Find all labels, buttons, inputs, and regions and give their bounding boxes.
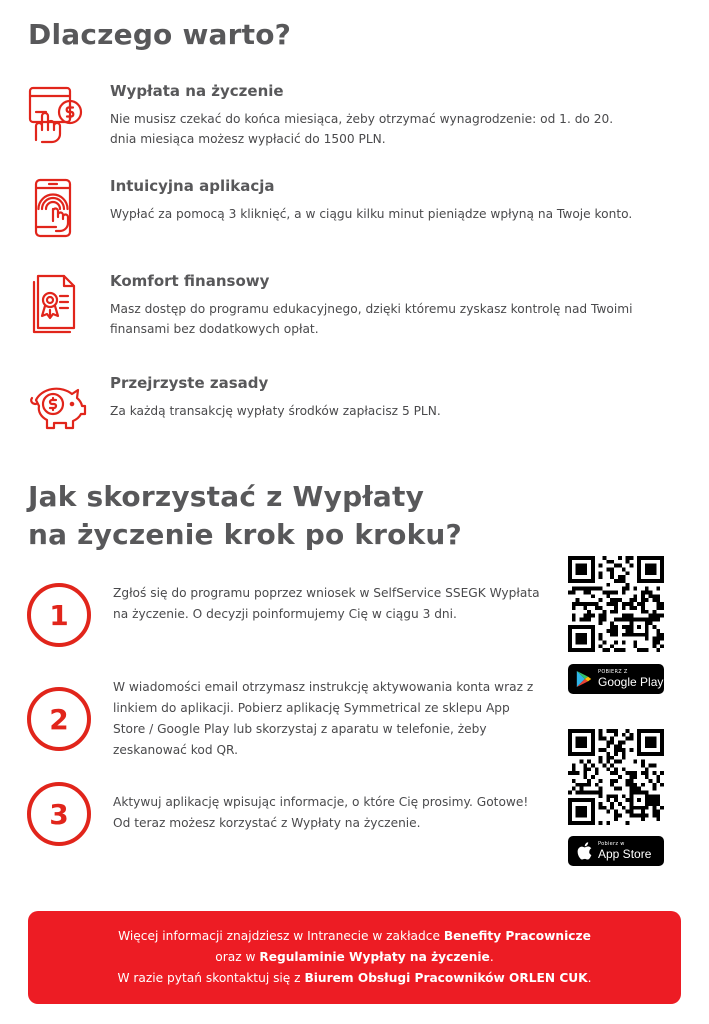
badge-store-name: App Store bbox=[598, 847, 652, 861]
benefit-title: Wypłata na życzenie bbox=[110, 82, 284, 100]
section-title-line: na życzenie krok po kroku? bbox=[28, 518, 463, 551]
footer-line bbox=[28, 968, 681, 989]
hand-payment-icon bbox=[26, 82, 88, 144]
badge-store-name: Google Play bbox=[598, 675, 664, 689]
piggy-bank-icon bbox=[26, 374, 88, 436]
step-number: 3 bbox=[27, 782, 91, 846]
phone-tap-icon bbox=[26, 177, 88, 239]
footer-line bbox=[28, 947, 681, 968]
badge-small-text: POBIERZ Z bbox=[598, 669, 628, 675]
benefit-item bbox=[26, 272, 666, 352]
app-store-badge[interactable] bbox=[568, 836, 664, 866]
google-play-icon bbox=[575, 670, 593, 688]
step-number: 1 bbox=[27, 583, 91, 647]
benefit-description: Masz dostęp do programu edukacyjnego, dzięki któremu zyskasz kontrolę nad Twoimi finansami bez dodatkowych opłat. bbox=[110, 302, 633, 336]
step-description: Zgłoś się do programu poprzez wniosek w SelfService SSEGK Wypłata na życzenie. O decyzji poinformujemy Cię w ciągu 3 dni. bbox=[113, 586, 540, 621]
step-description: W wiadomości email otrzymasz instrukcję aktywowania konta wraz z linkiem do aplikacji. Pobierz aplikację Symmetrical ze sklepu App Store / Google Play lub skorzystaj z aparatu w telefonie, żeby zeskanować kod QR. bbox=[113, 680, 534, 757]
benefit-description: Za każdą transakcję wypłaty środków zapłacisz 5 PLN. bbox=[110, 404, 441, 418]
section-title-how bbox=[28, 478, 462, 554]
section-title-why: Dlaczego warto? bbox=[28, 18, 292, 51]
benefit-title: Przejrzyste zasady bbox=[110, 374, 269, 392]
qr-code-app-store bbox=[568, 729, 664, 825]
benefit-description: Wypłać za pomocą 3 kliknięć, a w ciągu kilku minut pieniądze wpłyną na Twoje konto. bbox=[110, 207, 633, 221]
section-title-line: Jak skorzystać z Wypłaty bbox=[28, 480, 425, 513]
step-description: Aktywuj aplikację wpisując informacje, o które Cię prosimy. Gotowe! Od teraz możesz korzystać z Wypłaty na życzenie. bbox=[113, 795, 529, 830]
footer-text: Więcej informacji znajdziesz w Intranecie w zakładce bbox=[118, 929, 444, 943]
google-play-badge[interactable] bbox=[568, 664, 664, 694]
footer-text: . bbox=[489, 950, 494, 964]
footer-link-regulamin[interactable]: Regulaminie Wypłaty na życzenie bbox=[259, 950, 490, 964]
footer-text: . bbox=[587, 971, 592, 985]
benefit-title: Komfort finansowy bbox=[110, 272, 270, 290]
certificate-document-icon bbox=[26, 272, 88, 334]
benefit-description: Nie musisz czekać do końca miesiąca, żeby otrzymać wynagrodzenie: od 1. do 20. dnia miesiąca możesz wypłacić do 1500 PLN. bbox=[110, 112, 614, 146]
benefit-item bbox=[26, 82, 666, 162]
apple-icon bbox=[575, 842, 593, 860]
info-footer-banner bbox=[28, 911, 681, 1004]
footer-text: oraz w bbox=[215, 950, 260, 964]
badge-small-text: Pobierz w bbox=[598, 841, 625, 847]
footer-line bbox=[28, 926, 681, 947]
benefit-item bbox=[26, 374, 666, 454]
footer-text: W razie pytań skontaktuj się z bbox=[117, 971, 305, 985]
qr-code-google-play bbox=[568, 556, 664, 652]
footer-contact-office: Biurem Obsługi Pracowników ORLEN CUK bbox=[304, 971, 588, 985]
footer-link-benefity[interactable]: Benefity Pracownicze bbox=[443, 929, 591, 943]
benefit-title: Intuicyjna aplikacja bbox=[110, 177, 275, 195]
step-number: 2 bbox=[27, 687, 91, 751]
benefit-item bbox=[26, 177, 666, 257]
